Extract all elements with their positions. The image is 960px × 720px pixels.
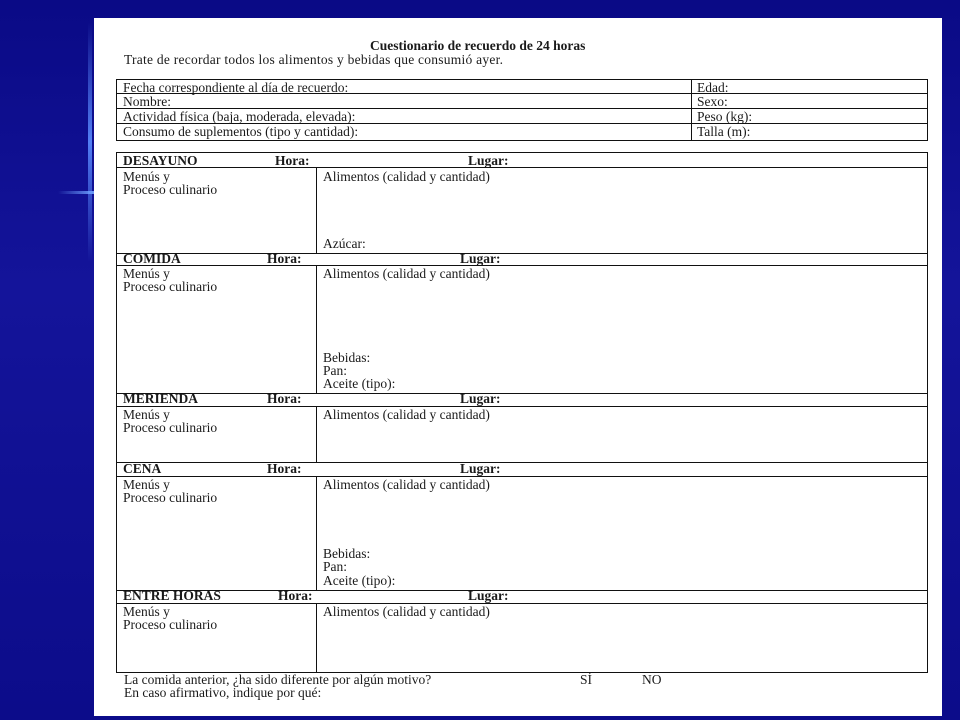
hora-label: Hora: <box>267 251 302 266</box>
divider <box>116 603 928 604</box>
alimentos-label: Alimentos (calidad y cantidad) <box>323 407 490 422</box>
fecha-label: Fecha correspondiente al día de recuerdo: <box>123 80 349 95</box>
meal-cena-title: CENA <box>123 461 162 476</box>
divider <box>316 167 317 253</box>
divider <box>116 167 928 168</box>
divider <box>691 79 692 141</box>
aceite-label: Aceite (tipo): <box>323 376 396 391</box>
menus-label: Menús y <box>123 266 170 281</box>
pan-label: Pan: <box>323 559 348 574</box>
decorative-horizontal-bar <box>58 191 94 194</box>
hora-label: Hora: <box>267 391 302 406</box>
questionnaire-page <box>94 18 942 716</box>
lugar-label: Lugar: <box>460 251 501 266</box>
menus-label: Menús y <box>123 477 170 492</box>
decorative-vertical-bar <box>88 22 92 262</box>
lugar-label: Lugar: <box>468 153 509 168</box>
talla-label: Talla (m): <box>697 124 751 139</box>
proceso-label: Proceso culinario <box>123 182 218 197</box>
meals-table <box>116 152 928 673</box>
lugar-label: Lugar: <box>460 391 501 406</box>
azucar-label: Azúcar: <box>323 236 366 251</box>
divider <box>116 393 928 394</box>
hora-label: Hora: <box>278 588 313 603</box>
meal-entre-horas-title: ENTRE HORAS <box>123 588 221 603</box>
footer-reason: En caso afirmativo, indique por qué: <box>124 685 322 700</box>
suplementos-label: Consumo de suplementos (tipo y cantidad): <box>123 124 359 139</box>
option-si[interactable]: SÍ <box>580 672 593 687</box>
alimentos-label: Alimentos (calidad y cantidad) <box>323 477 490 492</box>
bebidas-label: Bebidas: <box>323 350 371 365</box>
aceite-label: Aceite (tipo): <box>323 573 396 588</box>
divider <box>116 253 928 254</box>
divider <box>116 590 928 591</box>
form-title: Cuestionario de recuerdo de 24 horas <box>370 38 586 53</box>
proceso-label: Proceso culinario <box>123 490 218 505</box>
divider <box>116 265 928 266</box>
menus-label: Menús y <box>123 169 170 184</box>
divider <box>316 603 317 673</box>
bebidas-label: Bebidas: <box>323 546 371 561</box>
proceso-label: Proceso culinario <box>123 617 218 632</box>
menus-label: Menús y <box>123 407 170 422</box>
hora-label: Hora: <box>267 461 302 476</box>
actividad-label: Actividad física (baja, moderada, elevada): <box>123 109 356 124</box>
edad-label: Edad: <box>697 80 729 95</box>
proceso-label: Proceso culinario <box>123 420 218 435</box>
option-no[interactable]: NO <box>642 672 662 687</box>
nombre-label: Nombre: <box>123 94 171 109</box>
meal-comida-title: COMIDA <box>123 251 181 266</box>
divider <box>316 476 317 590</box>
alimentos-label: Alimentos (calidad y cantidad) <box>323 169 490 184</box>
alimentos-label: Alimentos (calidad y cantidad) <box>323 266 490 281</box>
divider <box>116 406 928 407</box>
pan-label: Pan: <box>323 363 348 378</box>
footer-question: La comida anterior, ¿ha sido diferente por algún motivo? <box>124 672 432 687</box>
meal-desayuno-title: DESAYUNO <box>123 153 198 168</box>
divider <box>116 462 928 463</box>
meal-merienda-title: MERIENDA <box>123 391 199 406</box>
divider <box>116 476 928 477</box>
hora-label: Hora: <box>275 153 310 168</box>
lugar-label: Lugar: <box>460 461 501 476</box>
sexo-label: Sexo: <box>697 94 728 109</box>
peso-label: Peso (kg): <box>697 109 753 124</box>
lugar-label: Lugar: <box>468 588 509 603</box>
proceso-label: Proceso culinario <box>123 279 218 294</box>
divider <box>316 406 317 462</box>
alimentos-label: Alimentos (calidad y cantidad) <box>323 604 490 619</box>
divider <box>316 265 317 393</box>
form-instruction: Trate de recordar todos los alimentos y bebidas que consumió ayer. <box>124 52 504 67</box>
menus-label: Menús y <box>123 604 170 619</box>
